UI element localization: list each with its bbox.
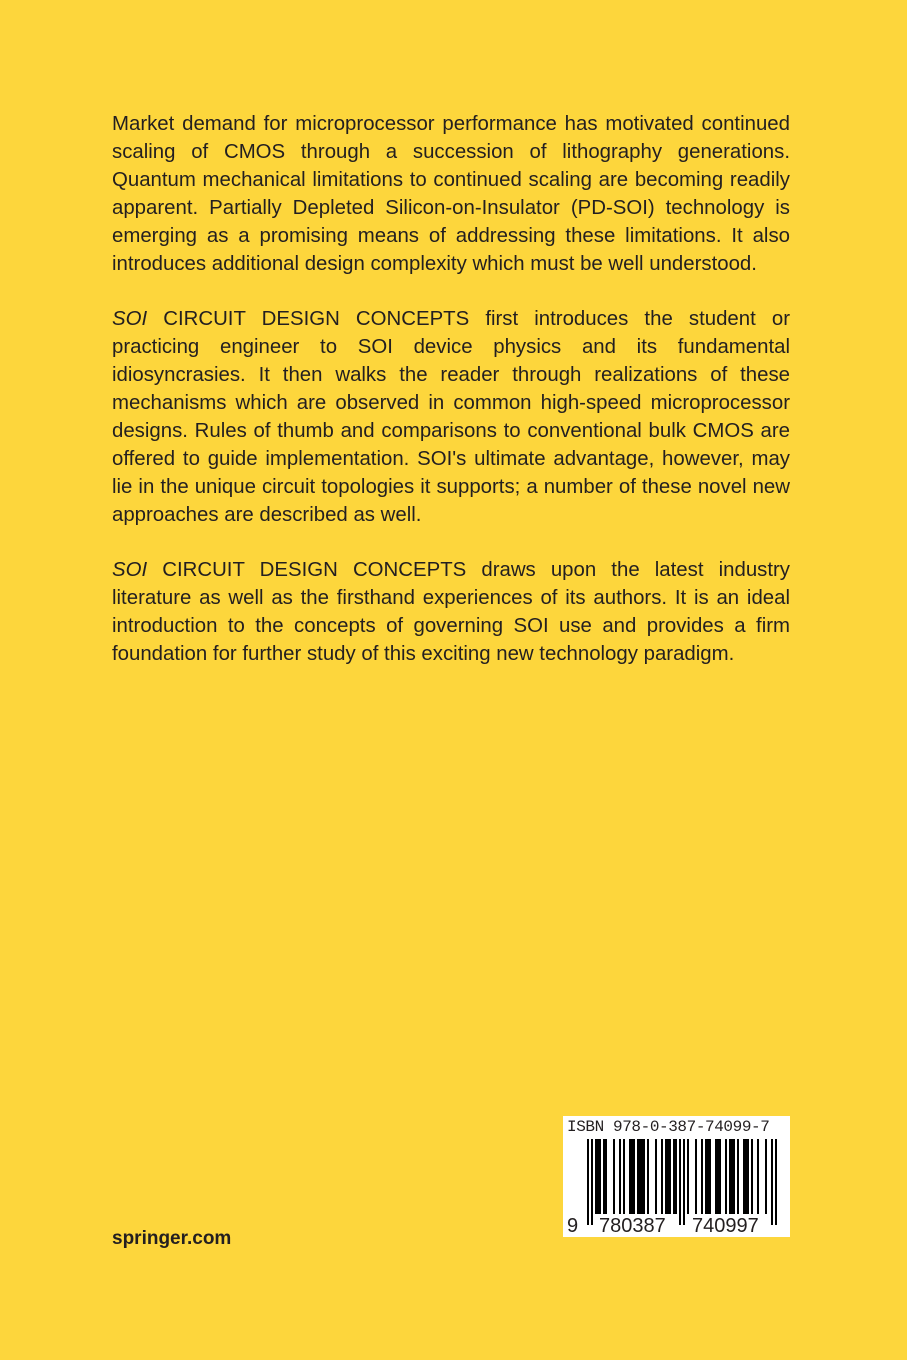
barcode-bar	[595, 1139, 601, 1214]
barcode-bar	[673, 1139, 677, 1214]
barcode-bar	[655, 1139, 657, 1214]
barcode-bar	[637, 1139, 645, 1214]
barcode-bar	[725, 1139, 727, 1214]
barcode-guard-bar	[771, 1139, 773, 1225]
barcode-bar	[613, 1139, 615, 1214]
barcode-bar	[695, 1139, 697, 1214]
barcode-bar	[603, 1139, 607, 1214]
barcode-right-group: 740997	[692, 1215, 759, 1237]
barcode-bar	[701, 1139, 703, 1214]
barcode-bar	[661, 1139, 663, 1214]
description-paragraph-2-body: CIRCUIT DESIGN CONCEPTS first introduces the student or practicing engineer to SOI device physics and its fundamental idiosyncrasies. It then walks the reader through realizations of these mechanisms which are observed in common high-speed microprocessor designs. Rules of thumb and comparisons to conventional bulk CMOS are offered to guide implementation. SOI's ultimate advantage, however, may lie in the unique circuit topologies it supports; a number of these novel new approaches are described as well.	[112, 308, 790, 526]
description-paragraph-1: Market demand for microprocessor performance has motivated continued scaling of CMOS through a succession of lithography generations. Quantum mechanical limitations to continued scaling are becoming readily apparent. Partially Depleted Silicon-on-Insulator (PD-SOI) technology is emerging as a promising means of addressing these limitations. It also introduces additional design complexity which must be well understood.	[112, 113, 790, 275]
barcode-guard-bar	[775, 1139, 777, 1225]
description-paragraph-3-body: CIRCUIT DESIGN CONCEPTS draws upon the latest industry literature as well as the firsthand experiences of its authors. It is an ideal introduction to the concepts of governing SOI use and provides a firm foundation for further study of this exciting new technology paradigm.	[112, 559, 790, 665]
barcode-bar	[743, 1139, 749, 1214]
barcode-bar	[705, 1139, 711, 1214]
barcode-bar	[765, 1139, 767, 1214]
description-paragraph-3	[112, 556, 790, 668]
barcode-bar	[665, 1139, 671, 1214]
barcode-guard-bar	[683, 1139, 685, 1225]
barcode-bar	[715, 1139, 721, 1214]
barcode-left-group: 780387	[599, 1215, 666, 1237]
barcode-bar	[647, 1139, 649, 1214]
book-title-italic: SOI	[112, 559, 148, 581]
back-cover-description	[112, 110, 790, 695]
barcode-bar	[687, 1139, 689, 1214]
publisher-url[interactable]: springer.com	[112, 1228, 232, 1249]
description-paragraph-2	[112, 305, 790, 529]
barcode-bar	[737, 1139, 739, 1214]
barcode-bar	[729, 1139, 735, 1214]
barcode-guard-bar	[587, 1139, 589, 1225]
barcode-bar	[629, 1139, 635, 1214]
barcode-guard-bar	[679, 1139, 681, 1225]
barcode-bar	[623, 1139, 625, 1214]
barcode-bar	[751, 1139, 753, 1214]
barcode-bar	[619, 1139, 621, 1214]
isbn-label: ISBN 978-0-387-74099-7	[567, 1118, 770, 1136]
book-title-italic: SOI	[112, 308, 148, 330]
barcode-bar	[757, 1139, 759, 1214]
barcode-guard-bar	[591, 1139, 593, 1225]
isbn-barcode	[563, 1116, 790, 1237]
barcode-first-digit: 9	[567, 1215, 579, 1237]
